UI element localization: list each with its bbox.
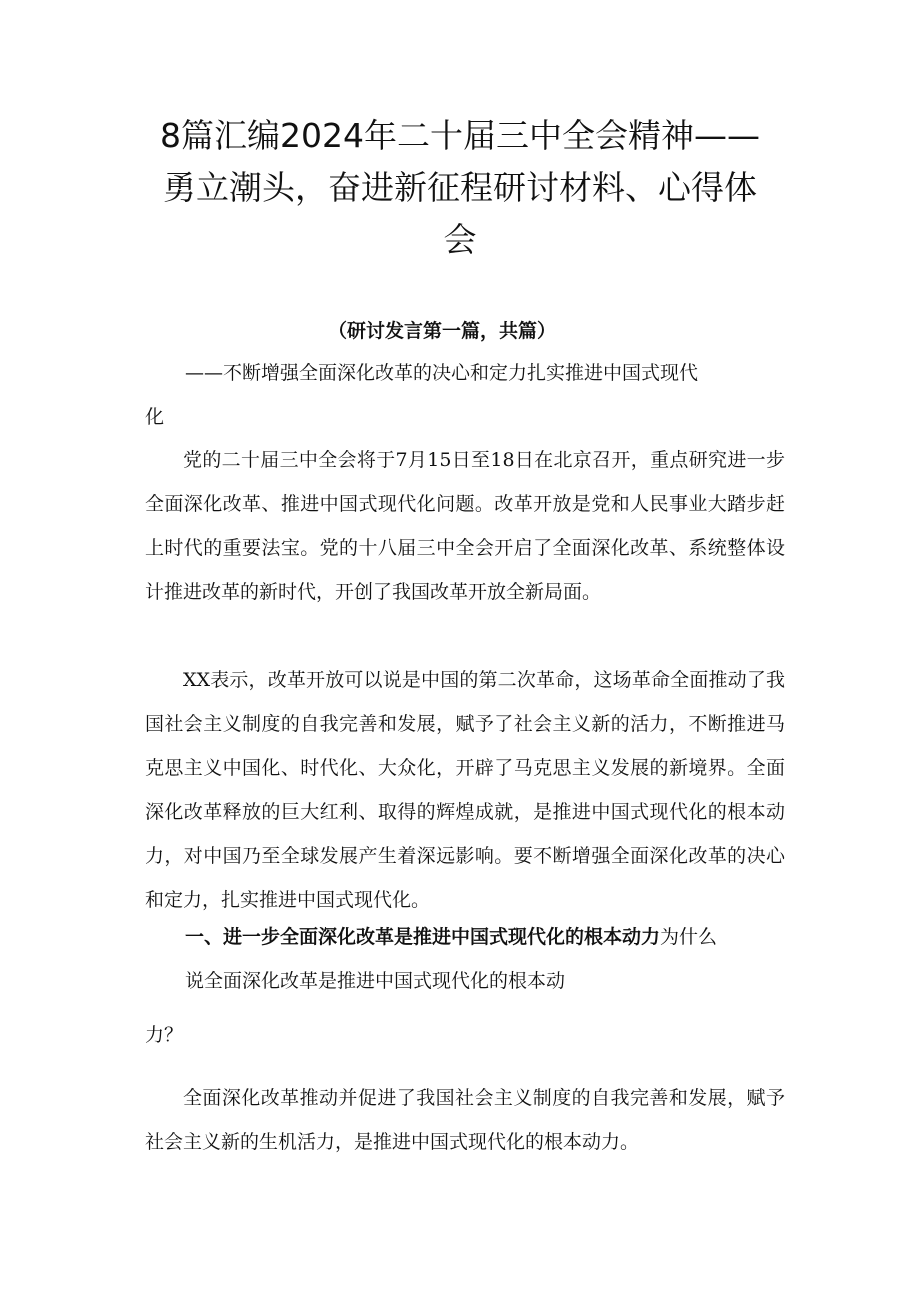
subtitle-line-2: 化 (145, 406, 165, 428)
speech-subheading: （研讨发言第一篇，共篇） (328, 320, 557, 342)
paragraph-2: XX表示，改革开放可以说是中国的第二次革命，这场革命全面推动了我国社会主义制度的自我完善和发展，赋予了社会主义新的活力，不断推进马克思主义中国化、时代化、大众化，开辟了马克思主义发展的新境界。全面深化改革释放的巨大红利、取得的辉煌成就，是推进中国式现代化的根本动力，对中国乃至全球发展产生着深远影响。要不断增强全面深化改革的决心和定力，扎实推进中国式现代化。 (145, 669, 785, 911)
section-heading: 一、进一步全面深化改革是推进中国式现代化的根本动力 (185, 926, 661, 948)
title-line-3: 会 (443, 220, 477, 259)
section-heading-line (185, 922, 717, 949)
title-line-1: 8篇汇编2024年二十届三中全会精神—— (160, 116, 760, 155)
paragraph-3: 全面深化改革推动并促进了我国社会主义制度的自我完善和发展，赋予社会主义新的生机活力，是推进中国式现代化的根本动力。 (145, 1087, 785, 1153)
title-line-2: 勇立潮头，奋进新征程研讨材料、心得体 (163, 168, 757, 207)
paragraph-1: 党的二十届三中全会将于7月15日至18日在北京召开，重点研究进一步全面深化改革、推进中国式现代化问题。改革开放是党和人民事业大踏步赶上时代的重要法宝。党的十八届三中全会开启了全面深化改革、系统整体设计推进改革的新时代，开创了我国改革开放全新局面。 (145, 449, 785, 603)
question-line-2: 说全面深化改革是推进中国式现代化的根本动 (185, 970, 566, 992)
question-line-3: 力？ (145, 1024, 184, 1046)
question-start: 为什么 (660, 926, 718, 948)
document-title (95, 110, 825, 266)
subtitle-line-1: ——不断增强全面深化改革的决心和定力扎实推进中国式现代 (185, 362, 699, 384)
